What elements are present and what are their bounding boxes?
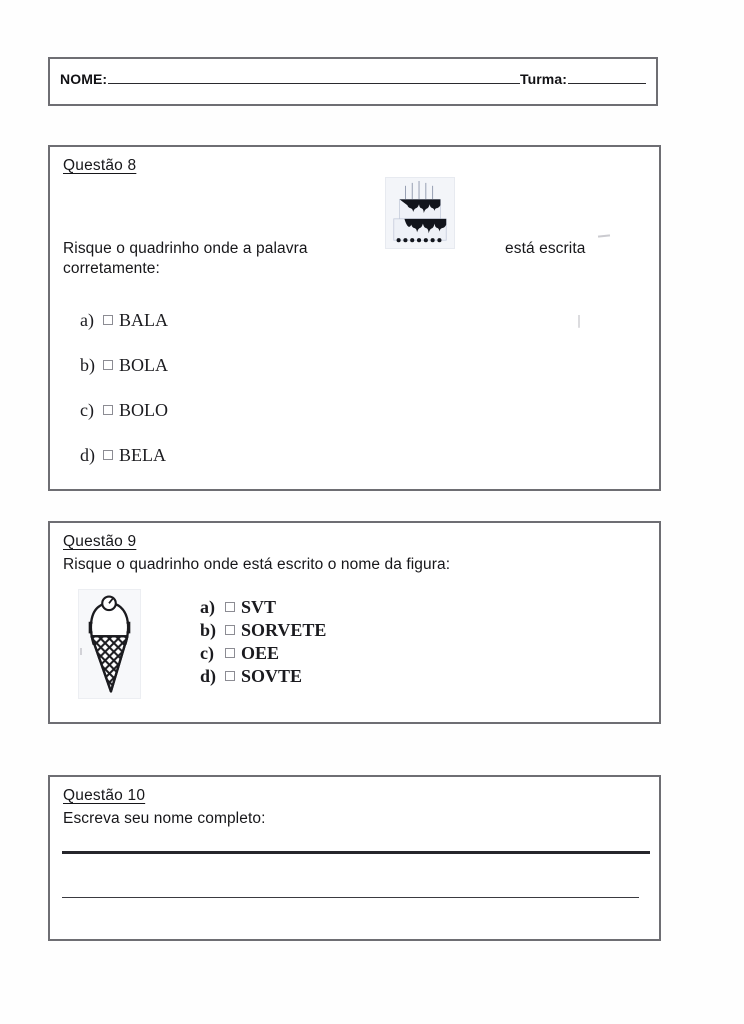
option-label: BOLO (119, 400, 168, 420)
name-label: NOME: (60, 71, 108, 87)
question-9-box (48, 521, 661, 724)
question-10-prompt: Escreva seu nome completo: (63, 810, 266, 827)
question-9-option-b[interactable] (200, 620, 326, 643)
question-8-prompt (63, 239, 403, 279)
ice-cream-cone-icon (78, 589, 141, 699)
option-key: b) (80, 355, 95, 375)
checkbox-icon[interactable] (103, 315, 113, 325)
question-8-option-b[interactable] (80, 355, 168, 400)
question-10-box (48, 775, 661, 941)
checkbox-icon[interactable] (103, 405, 113, 415)
name-input-line[interactable] (108, 83, 520, 84)
student-header-box (48, 57, 658, 106)
checkbox-icon[interactable] (103, 450, 113, 460)
class-label: Turma: (519, 71, 567, 87)
question-8-option-d[interactable] (80, 445, 168, 490)
option-key: d) (80, 445, 95, 465)
option-key: a) (80, 310, 94, 330)
option-key: a) (200, 597, 215, 617)
option-key: d) (200, 666, 217, 686)
question-8-prompt-line-1: Risque o quadrinho onde a palavra (63, 240, 308, 257)
checkbox-icon[interactable] (225, 671, 235, 681)
option-key: c) (200, 643, 214, 663)
student-header-row (60, 71, 646, 87)
question-8-prompt-tail: está escrita (505, 240, 586, 257)
question-9-option-d[interactable] (200, 666, 326, 689)
scan-artifact-tick (578, 315, 580, 328)
class-input-line[interactable] (568, 83, 646, 84)
option-label: OEE (241, 643, 280, 663)
question-8-title: Questão 8 (63, 157, 137, 174)
question-8-box (48, 145, 661, 491)
question-9-prompt: Risque o quadrinho onde está escrito o nome da figura: (63, 556, 451, 573)
answer-writing-line-1[interactable] (62, 851, 650, 854)
option-label: SOVTE (241, 666, 303, 686)
option-key: c) (80, 400, 94, 420)
scan-artifact-comma (80, 648, 82, 655)
question-8-prompt-line-2: corretamente: (63, 260, 160, 277)
question-9-title: Questão 9 (63, 533, 137, 550)
option-label: SVT (241, 597, 277, 617)
checkbox-icon[interactable] (103, 360, 113, 370)
question-9-option-c[interactable] (200, 643, 326, 666)
question-8-option-a[interactable] (80, 310, 168, 355)
option-label: BELA (119, 445, 166, 465)
answer-writing-line-2[interactable] (62, 897, 639, 898)
question-9-options (200, 597, 326, 689)
checkbox-icon[interactable] (225, 602, 235, 612)
question-9-option-a[interactable] (200, 597, 326, 620)
question-10-title: Questão 10 (63, 787, 146, 804)
option-label: SORVETE (241, 620, 327, 640)
option-label: BALA (119, 310, 168, 330)
question-8-option-c[interactable] (80, 400, 168, 445)
option-key: b) (200, 620, 217, 640)
checkbox-icon[interactable] (225, 648, 235, 658)
checkbox-icon[interactable] (225, 625, 235, 635)
question-8-options (80, 310, 168, 490)
option-label: BOLA (119, 355, 168, 375)
